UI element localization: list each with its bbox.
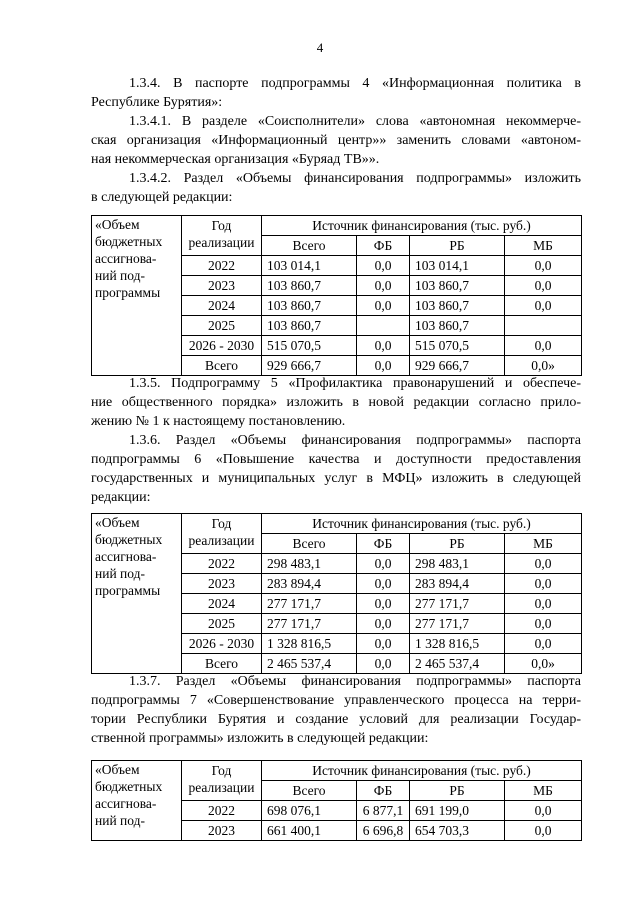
table-cell: 103 860,7 bbox=[262, 276, 357, 296]
column-header: ФБ bbox=[357, 781, 410, 801]
table-cell: 0,0 bbox=[505, 801, 582, 821]
table-cell: 515 070,5 bbox=[410, 336, 505, 356]
paragraph-line: Республике Бурятия»: bbox=[91, 95, 223, 110]
table-cell: 0,0 bbox=[505, 276, 582, 296]
budget-allocation-label bbox=[92, 216, 182, 376]
table-cell: 283 894,4 bbox=[410, 574, 505, 594]
table-cell: 661 400,1 bbox=[262, 821, 357, 841]
budget-allocation-label bbox=[92, 514, 182, 674]
label-line: программы bbox=[95, 285, 161, 300]
section-1-3-4 bbox=[91, 74, 581, 207]
table-cell: 283 894,4 bbox=[262, 574, 357, 594]
label-line: бюджетных bbox=[95, 779, 163, 794]
table-cell: 103 860,7 bbox=[410, 296, 505, 316]
table-cell: Всего bbox=[182, 356, 262, 376]
table-cell: 0,0 bbox=[357, 296, 410, 316]
column-header: Всего bbox=[262, 534, 357, 554]
column-header: ФБ bbox=[357, 534, 410, 554]
label-line: бюджетных bbox=[95, 234, 163, 249]
table-cell: 2023 bbox=[182, 276, 262, 296]
column-header: МБ bbox=[505, 781, 582, 801]
table-cell: 103 860,7 bbox=[262, 296, 357, 316]
table-cell: 0,0 bbox=[357, 356, 410, 376]
table-cell: 103 014,1 bbox=[410, 256, 505, 276]
column-header: РБ bbox=[410, 534, 505, 554]
column-header: Всего bbox=[262, 236, 357, 256]
table-cell: 0,0 bbox=[505, 296, 582, 316]
table-cell: 0,0 bbox=[505, 594, 582, 614]
table-cell: 2022 bbox=[182, 256, 262, 276]
paragraph-line: жению № 1 к настоящему постановлению. bbox=[91, 414, 346, 429]
year-header bbox=[182, 761, 262, 801]
year-header-line: Год bbox=[211, 763, 232, 778]
table-cell: 0,0 bbox=[357, 594, 410, 614]
table-cell: 6 696,8 bbox=[357, 821, 410, 841]
table-cell: 2025 bbox=[182, 614, 262, 634]
table-cell: 1 328 816,5 bbox=[410, 634, 505, 654]
table-cell: Всего bbox=[182, 654, 262, 674]
table-cell: 2026 - 2030 bbox=[182, 634, 262, 654]
table-cell: 0,0» bbox=[505, 654, 582, 674]
table-cell: 691 199,0 bbox=[410, 801, 505, 821]
table-cell: 2025 bbox=[182, 316, 262, 336]
funding-source-header: Источник финансирования (тыс. руб.) bbox=[262, 514, 582, 534]
column-header: ФБ bbox=[357, 236, 410, 256]
column-header: РБ bbox=[410, 781, 505, 801]
label-line: «Объем bbox=[95, 762, 140, 777]
page-number: 4 bbox=[316, 40, 324, 55]
table-cell: 298 483,1 bbox=[262, 554, 357, 574]
table-cell: 515 070,5 bbox=[262, 336, 357, 356]
table-cell: 698 076,1 bbox=[262, 801, 357, 821]
table-cell: 0,0 bbox=[357, 554, 410, 574]
table-cell: 2026 - 2030 bbox=[182, 336, 262, 356]
table-cell: 2022 bbox=[182, 801, 262, 821]
year-header-line: Год bbox=[211, 516, 232, 531]
table-cell: 0,0 bbox=[505, 574, 582, 594]
paragraph-line: редакции: bbox=[91, 490, 151, 505]
financing-table-subprogram-6 bbox=[91, 513, 582, 674]
label-line: ассигнова- bbox=[95, 549, 157, 564]
table-cell: 2023 bbox=[182, 821, 262, 841]
table-cell: 277 171,7 bbox=[410, 594, 505, 614]
financing-table-subprogram-7 bbox=[91, 760, 582, 841]
funding-source-header: Источник финансирования (тыс. руб.) bbox=[262, 216, 582, 236]
table-cell: 0,0 bbox=[505, 256, 582, 276]
table-cell: 2 465 537,4 bbox=[262, 654, 357, 674]
table-cell: 929 666,7 bbox=[410, 356, 505, 376]
label-line: бюджетных bbox=[95, 532, 163, 547]
financing-table-subprogram-4 bbox=[91, 215, 582, 376]
label-line: программы bbox=[95, 583, 161, 598]
table-cell: 0,0 bbox=[505, 634, 582, 654]
paragraph-line: государственных и муниципальных услуг в МФЦ» изложить в следующей bbox=[91, 471, 581, 486]
paragraph-line: 1.3.5. Подпрограмму 5 «Профилактика правонарушений и обеспече- bbox=[129, 376, 581, 391]
table-cell: 2024 bbox=[182, 296, 262, 316]
label-line: «Объем bbox=[95, 515, 140, 530]
table-cell: 0,0 bbox=[505, 554, 582, 574]
table-cell: 0,0 bbox=[505, 336, 582, 356]
year-header bbox=[182, 514, 262, 554]
year-header-line: реализации bbox=[188, 533, 255, 548]
label-line: ний под- bbox=[95, 268, 145, 283]
paragraph-line: 1.3.6. Раздел «Объемы финансирования подпрограммы» паспорта bbox=[129, 433, 581, 448]
table-cell: 6 877,1 bbox=[357, 801, 410, 821]
table-cell: 0,0 bbox=[357, 614, 410, 634]
table-cell: 103 860,7 bbox=[410, 276, 505, 296]
column-header: МБ bbox=[505, 534, 582, 554]
table-cell: 0,0 bbox=[505, 614, 582, 634]
column-header: МБ bbox=[505, 236, 582, 256]
table-cell: 0,0 bbox=[357, 276, 410, 296]
table-cell: 2023 bbox=[182, 574, 262, 594]
table-cell bbox=[357, 316, 410, 336]
table-cell: 654 703,3 bbox=[410, 821, 505, 841]
table-cell bbox=[505, 316, 582, 336]
paragraph-line: 1.3.4.1. В разделе «Соисполнители» слова «автономная некоммерче- bbox=[129, 114, 581, 129]
table-cell: 2022 bbox=[182, 554, 262, 574]
table-cell: 0,0 bbox=[505, 821, 582, 841]
funding-source-header: Источник финансирования (тыс. руб.) bbox=[262, 761, 582, 781]
label-line: ний под- bbox=[95, 566, 145, 581]
paragraph-line: 1.3.4.2. Раздел «Объемы финансирования подпрограммы» изложить bbox=[129, 171, 581, 186]
label-line: «Объем bbox=[95, 217, 140, 232]
section-1-3-7 bbox=[91, 672, 581, 748]
year-header-line: реализации bbox=[188, 235, 255, 250]
paragraph-line: ние общественного порядка» изложить в новой редакции согласно прило- bbox=[91, 395, 581, 410]
paragraph-line: 1.3.7. Раздел «Объемы финансирования подпрограммы» паспорта bbox=[129, 674, 581, 689]
paragraph-line: тории Республики Бурятия и создание условий для реализации Государ- bbox=[91, 712, 581, 727]
table-cell: 103 860,7 bbox=[262, 316, 357, 336]
table-cell: 0,0 bbox=[357, 654, 410, 674]
label-line: ассигнова- bbox=[95, 251, 157, 266]
table-cell: 277 171,7 bbox=[262, 594, 357, 614]
table-cell: 0,0 bbox=[357, 336, 410, 356]
section-1-3-5-1-3-6 bbox=[91, 374, 581, 507]
column-header: РБ bbox=[410, 236, 505, 256]
table-cell: 0,0» bbox=[505, 356, 582, 376]
table-cell: 929 666,7 bbox=[262, 356, 357, 376]
paragraph-line: подпрограммы 6 «Повышение качества и доступности предоставления bbox=[91, 452, 581, 467]
budget-allocation-label bbox=[92, 761, 182, 841]
table-cell: 0,0 bbox=[357, 256, 410, 276]
year-header bbox=[182, 216, 262, 256]
year-header-line: реализации bbox=[188, 780, 255, 795]
table-cell: 277 171,7 bbox=[262, 614, 357, 634]
year-header-line: Год bbox=[211, 218, 232, 233]
table-cell: 103 860,7 bbox=[410, 316, 505, 336]
table-cell: 103 014,1 bbox=[262, 256, 357, 276]
paragraph-line: ская организация «Информационный центр»» заменить словами «автоном- bbox=[91, 133, 581, 148]
paragraph-line: 1.3.4. В паспорте подпрограммы 4 «Информационная политика в bbox=[129, 76, 581, 91]
column-header: Всего bbox=[262, 781, 357, 801]
table-cell: 277 171,7 bbox=[410, 614, 505, 634]
label-line: ний под- bbox=[95, 813, 145, 828]
table-cell: 2 465 537,4 bbox=[410, 654, 505, 674]
label-line: ассигнова- bbox=[95, 796, 157, 811]
paragraph-line: в следующей редакции: bbox=[91, 190, 233, 205]
paragraph-line: ственной программы» изложить в следующей редакции: bbox=[91, 731, 429, 746]
table-cell: 1 328 816,5 bbox=[262, 634, 357, 654]
paragraph-line: подпрограммы 7 «Совершенствование управленческого процесса на терри- bbox=[91, 693, 581, 708]
table-cell: 0,0 bbox=[357, 634, 410, 654]
table-cell: 298 483,1 bbox=[410, 554, 505, 574]
table-cell: 2024 bbox=[182, 594, 262, 614]
table-cell: 0,0 bbox=[357, 574, 410, 594]
paragraph-line: ная некоммерческая организация «Буряад ТВ»». bbox=[91, 152, 380, 167]
